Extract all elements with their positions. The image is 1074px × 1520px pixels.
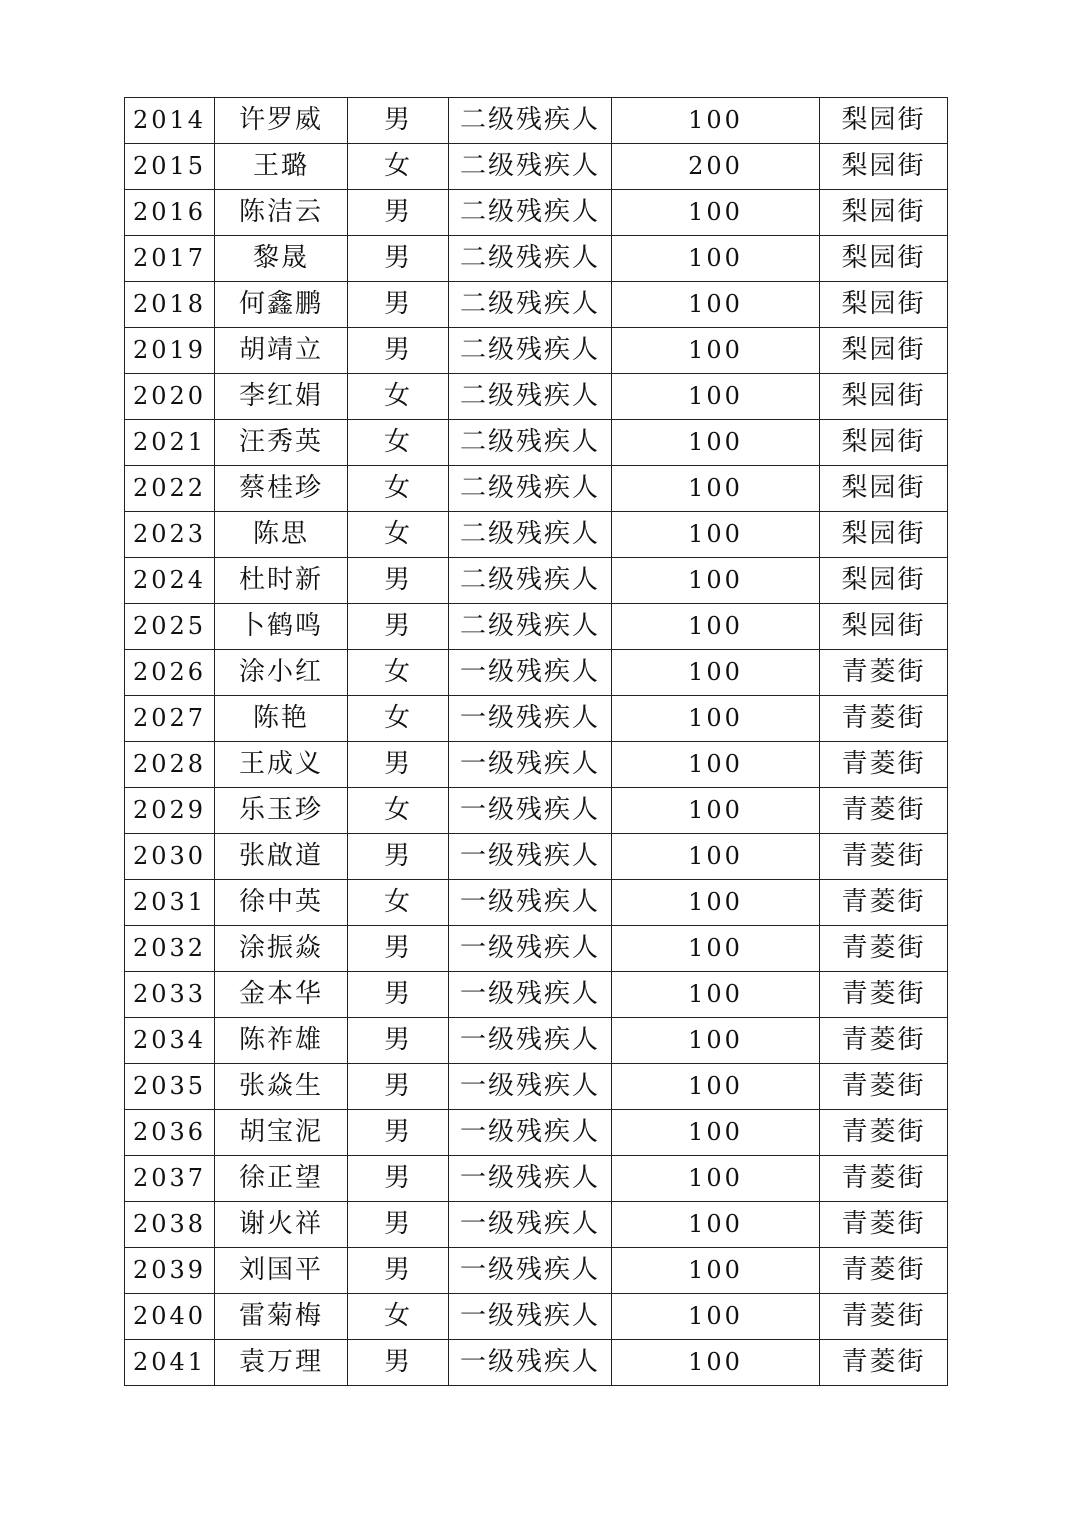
disability-level-cell: 二级残疾人 xyxy=(449,282,612,328)
id-cell: 2029 xyxy=(125,788,215,834)
street-cell: 梨园街 xyxy=(820,558,948,604)
table-row xyxy=(125,788,948,834)
name-cell: 黎晟 xyxy=(215,236,348,282)
id-cell: 2034 xyxy=(125,1018,215,1064)
name-cell: 汪秀英 xyxy=(215,420,348,466)
amount-cell: 100 xyxy=(612,926,820,972)
table-row xyxy=(125,1248,948,1294)
street-cell: 青菱街 xyxy=(820,1018,948,1064)
name-cell: 刘国平 xyxy=(215,1248,348,1294)
table-row xyxy=(125,328,948,374)
street-cell: 青菱街 xyxy=(820,1340,948,1386)
gender-cell: 男 xyxy=(348,1248,449,1294)
disability-level-cell: 二级残疾人 xyxy=(449,558,612,604)
table-row xyxy=(125,1064,948,1110)
disability-level-cell: 二级残疾人 xyxy=(449,604,612,650)
disability-level-cell: 二级残疾人 xyxy=(449,374,612,420)
id-cell: 2028 xyxy=(125,742,215,788)
table-row xyxy=(125,972,948,1018)
street-cell: 梨园街 xyxy=(820,98,948,144)
amount-cell: 100 xyxy=(612,1248,820,1294)
id-cell: 2022 xyxy=(125,466,215,512)
amount-cell: 100 xyxy=(612,374,820,420)
gender-cell: 男 xyxy=(348,926,449,972)
name-cell: 张啟道 xyxy=(215,834,348,880)
street-cell: 梨园街 xyxy=(820,328,948,374)
table-row xyxy=(125,144,948,190)
amount-cell: 100 xyxy=(612,512,820,558)
disability-level-cell: 二级残疾人 xyxy=(449,466,612,512)
name-cell: 杜时新 xyxy=(215,558,348,604)
disability-level-cell: 二级残疾人 xyxy=(449,328,612,374)
amount-cell: 100 xyxy=(612,1064,820,1110)
name-cell: 胡靖立 xyxy=(215,328,348,374)
table-row xyxy=(125,604,948,650)
name-cell: 乐玉珍 xyxy=(215,788,348,834)
disability-level-cell: 一级残疾人 xyxy=(449,1110,612,1156)
street-cell: 青菱街 xyxy=(820,1294,948,1340)
street-cell: 青菱街 xyxy=(820,742,948,788)
gender-cell: 男 xyxy=(348,604,449,650)
table-row xyxy=(125,834,948,880)
disability-level-cell: 一级残疾人 xyxy=(449,880,612,926)
id-cell: 2037 xyxy=(125,1156,215,1202)
table-row xyxy=(125,374,948,420)
amount-cell: 200 xyxy=(612,144,820,190)
name-cell: 陈艳 xyxy=(215,696,348,742)
table-row xyxy=(125,1018,948,1064)
id-cell: 2024 xyxy=(125,558,215,604)
gender-cell: 女 xyxy=(348,420,449,466)
gender-cell: 女 xyxy=(348,466,449,512)
disability-level-cell: 二级残疾人 xyxy=(449,144,612,190)
id-cell: 2017 xyxy=(125,236,215,282)
street-cell: 青菱街 xyxy=(820,1156,948,1202)
amount-cell: 100 xyxy=(612,1156,820,1202)
id-cell: 2015 xyxy=(125,144,215,190)
street-cell: 青菱街 xyxy=(820,834,948,880)
disability-level-cell: 二级残疾人 xyxy=(449,512,612,558)
street-cell: 梨园街 xyxy=(820,466,948,512)
name-cell: 谢火祥 xyxy=(215,1202,348,1248)
gender-cell: 女 xyxy=(348,1294,449,1340)
street-cell: 梨园街 xyxy=(820,236,948,282)
disability-level-cell: 一级残疾人 xyxy=(449,1294,612,1340)
amount-cell: 100 xyxy=(612,834,820,880)
gender-cell: 女 xyxy=(348,880,449,926)
amount-cell: 100 xyxy=(612,1294,820,1340)
street-cell: 梨园街 xyxy=(820,144,948,190)
amount-cell: 100 xyxy=(612,604,820,650)
disability-level-cell: 一级残疾人 xyxy=(449,1248,612,1294)
gender-cell: 男 xyxy=(348,1202,449,1248)
gender-cell: 男 xyxy=(348,328,449,374)
gender-cell: 男 xyxy=(348,972,449,1018)
gender-cell: 男 xyxy=(348,1156,449,1202)
id-cell: 2026 xyxy=(125,650,215,696)
disability-level-cell: 一级残疾人 xyxy=(449,1018,612,1064)
name-cell: 徐正望 xyxy=(215,1156,348,1202)
amount-cell: 100 xyxy=(612,650,820,696)
roster-body xyxy=(125,98,948,1386)
name-cell: 徐中英 xyxy=(215,880,348,926)
table-row xyxy=(125,98,948,144)
amount-cell: 100 xyxy=(612,558,820,604)
table-row xyxy=(125,1110,948,1156)
amount-cell: 100 xyxy=(612,972,820,1018)
gender-cell: 男 xyxy=(348,1018,449,1064)
name-cell: 许罗威 xyxy=(215,98,348,144)
id-cell: 2016 xyxy=(125,190,215,236)
gender-cell: 男 xyxy=(348,282,449,328)
disability-level-cell: 一级残疾人 xyxy=(449,696,612,742)
id-cell: 2039 xyxy=(125,1248,215,1294)
table-row xyxy=(125,512,948,558)
street-cell: 青菱街 xyxy=(820,788,948,834)
amount-cell: 100 xyxy=(612,466,820,512)
id-cell: 2031 xyxy=(125,880,215,926)
gender-cell: 女 xyxy=(348,512,449,558)
id-cell: 2027 xyxy=(125,696,215,742)
name-cell: 蔡桂珍 xyxy=(215,466,348,512)
amount-cell: 100 xyxy=(612,880,820,926)
roster-table xyxy=(124,97,948,1386)
table-row xyxy=(125,1340,948,1386)
table-row xyxy=(125,742,948,788)
name-cell: 李红娟 xyxy=(215,374,348,420)
table-row xyxy=(125,420,948,466)
id-cell: 2030 xyxy=(125,834,215,880)
street-cell: 梨园街 xyxy=(820,282,948,328)
street-cell: 梨园街 xyxy=(820,374,948,420)
street-cell: 青菱街 xyxy=(820,926,948,972)
id-cell: 2032 xyxy=(125,926,215,972)
amount-cell: 100 xyxy=(612,282,820,328)
gender-cell: 男 xyxy=(348,98,449,144)
street-cell: 青菱街 xyxy=(820,1202,948,1248)
gender-cell: 女 xyxy=(348,144,449,190)
street-cell: 青菱街 xyxy=(820,1248,948,1294)
amount-cell: 100 xyxy=(612,1202,820,1248)
id-cell: 2020 xyxy=(125,374,215,420)
table-row xyxy=(125,558,948,604)
street-cell: 青菱街 xyxy=(820,650,948,696)
id-cell: 2036 xyxy=(125,1110,215,1156)
name-cell: 何鑫鹏 xyxy=(215,282,348,328)
name-cell: 张焱生 xyxy=(215,1064,348,1110)
amount-cell: 100 xyxy=(612,98,820,144)
name-cell: 卜鹤鸣 xyxy=(215,604,348,650)
table-row xyxy=(125,466,948,512)
name-cell: 袁万理 xyxy=(215,1340,348,1386)
gender-cell: 男 xyxy=(348,558,449,604)
amount-cell: 100 xyxy=(612,420,820,466)
disability-level-cell: 一级残疾人 xyxy=(449,788,612,834)
table-row xyxy=(125,926,948,972)
amount-cell: 100 xyxy=(612,788,820,834)
disability-level-cell: 一级残疾人 xyxy=(449,1156,612,1202)
disability-level-cell: 一级残疾人 xyxy=(449,650,612,696)
id-cell: 2018 xyxy=(125,282,215,328)
disability-level-cell: 二级残疾人 xyxy=(449,190,612,236)
disability-level-cell: 一级残疾人 xyxy=(449,1064,612,1110)
name-cell: 雷菊梅 xyxy=(215,1294,348,1340)
table-row xyxy=(125,190,948,236)
street-cell: 青菱街 xyxy=(820,880,948,926)
amount-cell: 100 xyxy=(612,190,820,236)
disability-level-cell: 二级残疾人 xyxy=(449,98,612,144)
disability-level-cell: 一级残疾人 xyxy=(449,834,612,880)
name-cell: 王璐 xyxy=(215,144,348,190)
amount-cell: 100 xyxy=(612,1110,820,1156)
gender-cell: 男 xyxy=(348,1064,449,1110)
street-cell: 梨园街 xyxy=(820,190,948,236)
id-cell: 2038 xyxy=(125,1202,215,1248)
disability-level-cell: 一级残疾人 xyxy=(449,972,612,1018)
name-cell: 陈思 xyxy=(215,512,348,558)
street-cell: 青菱街 xyxy=(820,972,948,1018)
id-cell: 2019 xyxy=(125,328,215,374)
id-cell: 2023 xyxy=(125,512,215,558)
table-row xyxy=(125,696,948,742)
gender-cell: 女 xyxy=(348,788,449,834)
disability-level-cell: 一级残疾人 xyxy=(449,742,612,788)
id-cell: 2021 xyxy=(125,420,215,466)
amount-cell: 100 xyxy=(612,1340,820,1386)
street-cell: 梨园街 xyxy=(820,604,948,650)
gender-cell: 女 xyxy=(348,650,449,696)
amount-cell: 100 xyxy=(612,236,820,282)
gender-cell: 男 xyxy=(348,742,449,788)
id-cell: 2014 xyxy=(125,98,215,144)
disability-level-cell: 二级残疾人 xyxy=(449,420,612,466)
id-cell: 2025 xyxy=(125,604,215,650)
disability-level-cell: 一级残疾人 xyxy=(449,1340,612,1386)
name-cell: 涂振焱 xyxy=(215,926,348,972)
disability-level-cell: 一级残疾人 xyxy=(449,1202,612,1248)
gender-cell: 男 xyxy=(348,190,449,236)
table-row xyxy=(125,1294,948,1340)
name-cell: 王成义 xyxy=(215,742,348,788)
street-cell: 青菱街 xyxy=(820,696,948,742)
name-cell: 涂小红 xyxy=(215,650,348,696)
street-cell: 梨园街 xyxy=(820,512,948,558)
amount-cell: 100 xyxy=(612,1018,820,1064)
gender-cell: 男 xyxy=(348,1340,449,1386)
table-row xyxy=(125,880,948,926)
id-cell: 2035 xyxy=(125,1064,215,1110)
id-cell: 2033 xyxy=(125,972,215,1018)
table-row xyxy=(125,282,948,328)
street-cell: 青菱街 xyxy=(820,1064,948,1110)
gender-cell: 女 xyxy=(348,374,449,420)
gender-cell: 男 xyxy=(348,834,449,880)
table-row xyxy=(125,1202,948,1248)
name-cell: 陈祚雄 xyxy=(215,1018,348,1064)
name-cell: 胡宝泥 xyxy=(215,1110,348,1156)
id-cell: 2041 xyxy=(125,1340,215,1386)
name-cell: 金本华 xyxy=(215,972,348,1018)
gender-cell: 女 xyxy=(348,696,449,742)
street-cell: 梨园街 xyxy=(820,420,948,466)
disability-level-cell: 一级残疾人 xyxy=(449,926,612,972)
id-cell: 2040 xyxy=(125,1294,215,1340)
street-cell: 青菱街 xyxy=(820,1110,948,1156)
name-cell: 陈洁云 xyxy=(215,190,348,236)
gender-cell: 男 xyxy=(348,236,449,282)
gender-cell: 男 xyxy=(348,1110,449,1156)
amount-cell: 100 xyxy=(612,696,820,742)
table-row xyxy=(125,236,948,282)
table-row xyxy=(125,650,948,696)
amount-cell: 100 xyxy=(612,328,820,374)
table-row xyxy=(125,1156,948,1202)
disability-level-cell: 二级残疾人 xyxy=(449,236,612,282)
amount-cell: 100 xyxy=(612,742,820,788)
